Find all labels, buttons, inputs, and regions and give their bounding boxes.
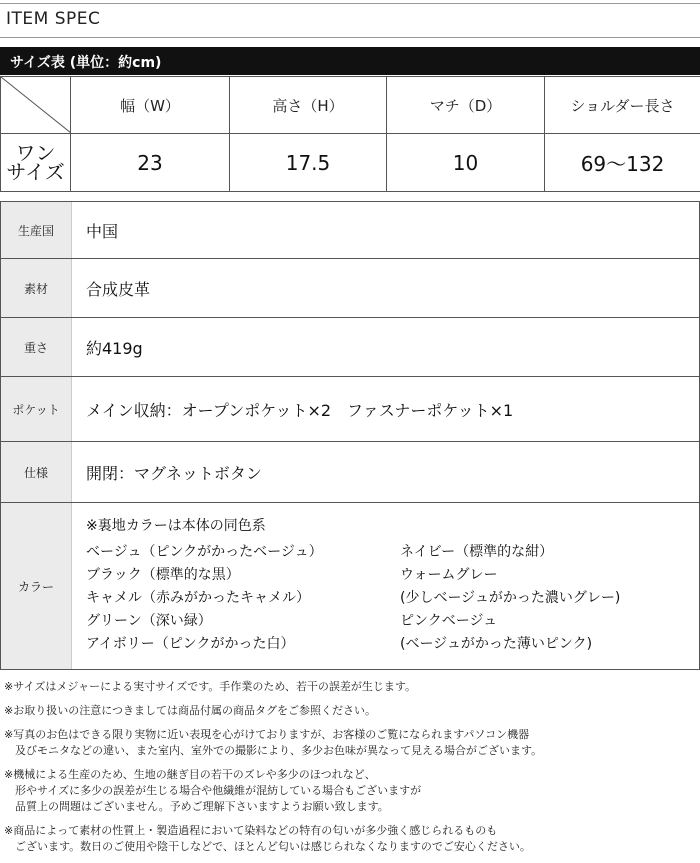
spec-row-pocket bbox=[0, 377, 700, 442]
color-list bbox=[86, 542, 700, 655]
value-width: 23 bbox=[71, 134, 230, 192]
size-table bbox=[0, 76, 700, 192]
value-depth: 10 bbox=[387, 134, 545, 192]
size-table-caption: サイズ表 (単位：約cm) bbox=[10, 52, 161, 72]
note-item: ※サイズはメジャーによる実寸サイズです。手作業のため、若干の誤差が生じます。 bbox=[4, 679, 698, 695]
color-item: グリーン（深い緑） bbox=[86, 611, 400, 632]
lining-note: ※裏地カラーは本体の同色系 bbox=[86, 516, 700, 537]
color-item: (ベージュがかった薄いピンク) bbox=[400, 634, 700, 655]
size-table-header-row bbox=[1, 77, 700, 134]
color-item: キャメル（赤みがかったキャメル） bbox=[86, 588, 400, 609]
header-top-rule bbox=[0, 3, 700, 4]
spec-row-spec bbox=[0, 442, 700, 503]
section-title: ITEM SPEC bbox=[6, 9, 100, 29]
note-item: ※写真のお色はできる限り実物に近い表現を心がけておりますが、お客様のご覧になられますパソコン機器 及びモニタなどの違い、また室内、室外での撮影により、多少お色味が異なって見える場合がございます。 bbox=[4, 727, 698, 759]
header-bottom-rule bbox=[0, 37, 700, 38]
color-item: ウォームグレー bbox=[400, 565, 700, 586]
row-header-label: ワン サイズ bbox=[1, 144, 70, 182]
spec-row-material bbox=[0, 259, 700, 318]
spec-value-weight: 約419g bbox=[72, 318, 143, 376]
color-item: アイボリー（ピンクがかった白） bbox=[86, 634, 400, 655]
spec-value-color bbox=[72, 503, 700, 669]
size-table-corner bbox=[1, 77, 71, 134]
notes-section bbox=[4, 679, 698, 863]
size-table-caption-bar bbox=[0, 47, 700, 75]
color-item: ネイビー（標準的な紺） bbox=[400, 542, 700, 563]
spec-table bbox=[0, 201, 700, 670]
spec-value-pocket: メイン収納：オープンポケット×2 ファスナーポケット×1 bbox=[72, 377, 513, 441]
col-header-width: 幅（W） bbox=[71, 77, 230, 134]
col-header-height: 高さ（H） bbox=[230, 77, 387, 134]
spec-label-color: カラー bbox=[1, 503, 72, 669]
size-table-value-row bbox=[1, 134, 700, 192]
item-spec-header bbox=[0, 0, 700, 42]
spec-value-spec: 開閉：マグネットボタン bbox=[72, 442, 262, 502]
corner-diagonal bbox=[1, 77, 71, 133]
spec-label-weight: 重さ bbox=[1, 318, 72, 376]
col-header-depth: マチ（D） bbox=[387, 77, 545, 134]
value-height: 17.5 bbox=[230, 134, 387, 192]
spec-label-spec: 仕様 bbox=[1, 442, 72, 502]
spec-label-material: 素材 bbox=[1, 259, 72, 317]
spec-value-material: 合成皮革 bbox=[72, 259, 150, 317]
spec-label-pocket: ポケット bbox=[1, 377, 72, 441]
row-header-one-size bbox=[1, 134, 71, 192]
note-item: ※商品によって素材の性質上・製造過程において染料などの特有の匂いが多少強く感じられるものも ございます。数日のご使用や陰干しなどで、ほとんど匂いは感じられなくなりますのでご安心ください。 bbox=[4, 823, 698, 855]
value-shoulder: 69〜132 bbox=[545, 134, 700, 192]
spec-row-color bbox=[0, 503, 700, 670]
spec-row-weight bbox=[0, 318, 700, 377]
color-item: (少しベージュがかった濃いグレー) bbox=[400, 588, 700, 609]
color-item: ベージュ（ピンクがかったベージュ） bbox=[86, 542, 400, 563]
note-item: ※機械による生産のため、生地の継ぎ目の若干のズレや多少のほつれなど、 形やサイズに多少の誤差が生じる場合や他繊維が混紡している場合もございますが 品質上の問題はございません。予めご理解下さいますようお願い致します。 bbox=[4, 767, 698, 815]
color-item: ピンクベージュ bbox=[400, 611, 700, 632]
color-item: ブラック（標準的な黒） bbox=[86, 565, 400, 586]
spec-value-origin: 中国 bbox=[72, 202, 118, 258]
note-item: ※お取り扱いの注意につきましては商品付属の商品タグをご参照ください。 bbox=[4, 703, 698, 719]
spec-row-origin bbox=[0, 201, 700, 259]
spec-label-origin: 生産国 bbox=[1, 202, 72, 258]
col-header-shoulder: ショルダー長さ bbox=[545, 77, 700, 134]
